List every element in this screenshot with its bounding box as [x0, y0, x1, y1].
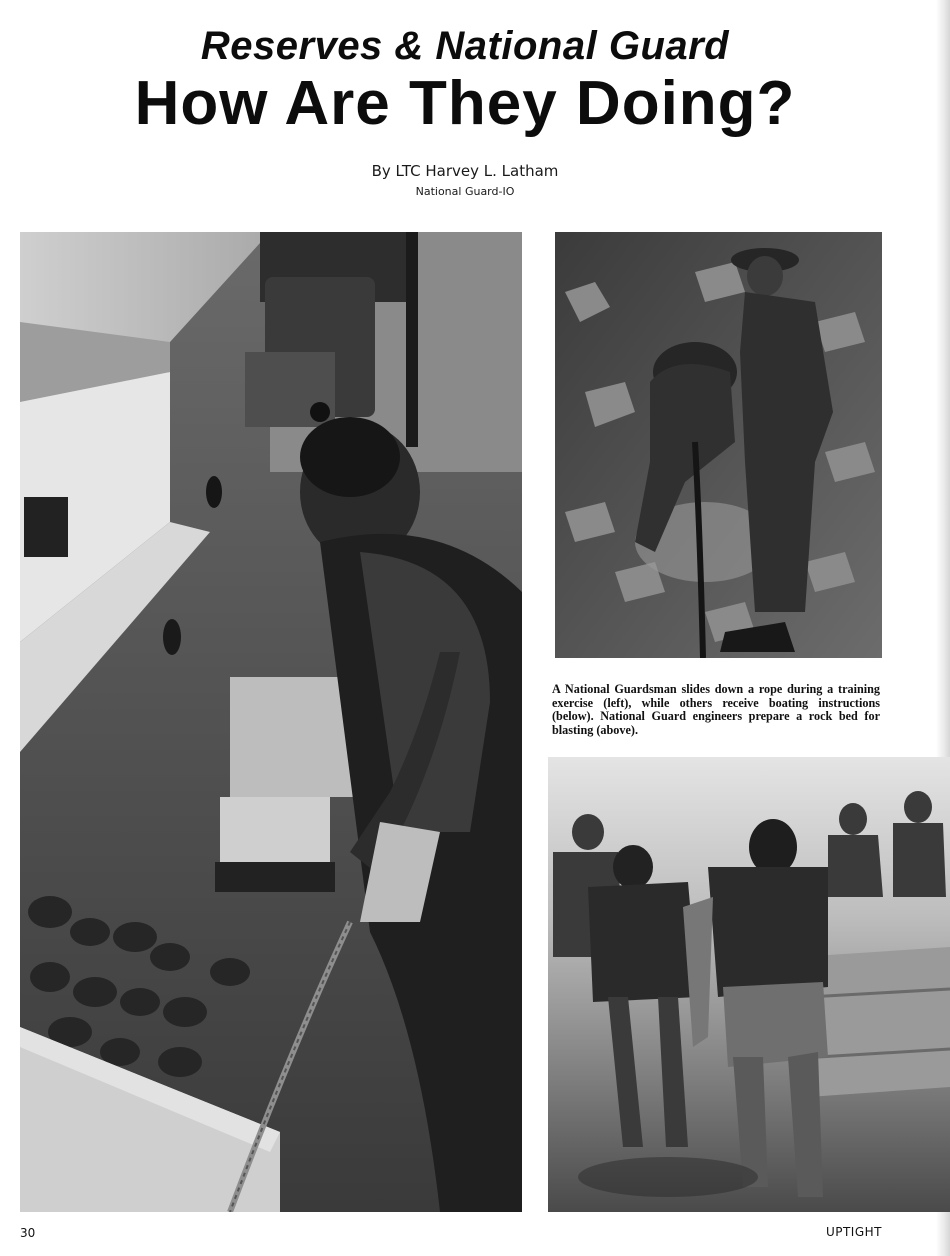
photo-rope-descent: [20, 232, 522, 1212]
article-headline: How Are They Doing?: [134, 69, 796, 138]
magazine-name: UPTIGHT: [825, 1225, 882, 1239]
author-affiliation: National Guard-IO: [415, 185, 515, 198]
article-kicker: Reserves & National Guard: [200, 24, 730, 68]
article-byline: By LTC Harvey L. Latham: [371, 162, 559, 180]
photo-rock-bed-blasting: [555, 232, 882, 658]
photo-caption: A National Guardsman slides down a rope during a training exercise (left), while others receive boating instructions (below). National Guard engineers prepare a rock bed for blasting (above).: [552, 682, 880, 737]
page-number: 30: [20, 1226, 36, 1240]
photo-boating-instruction: [548, 757, 950, 1212]
